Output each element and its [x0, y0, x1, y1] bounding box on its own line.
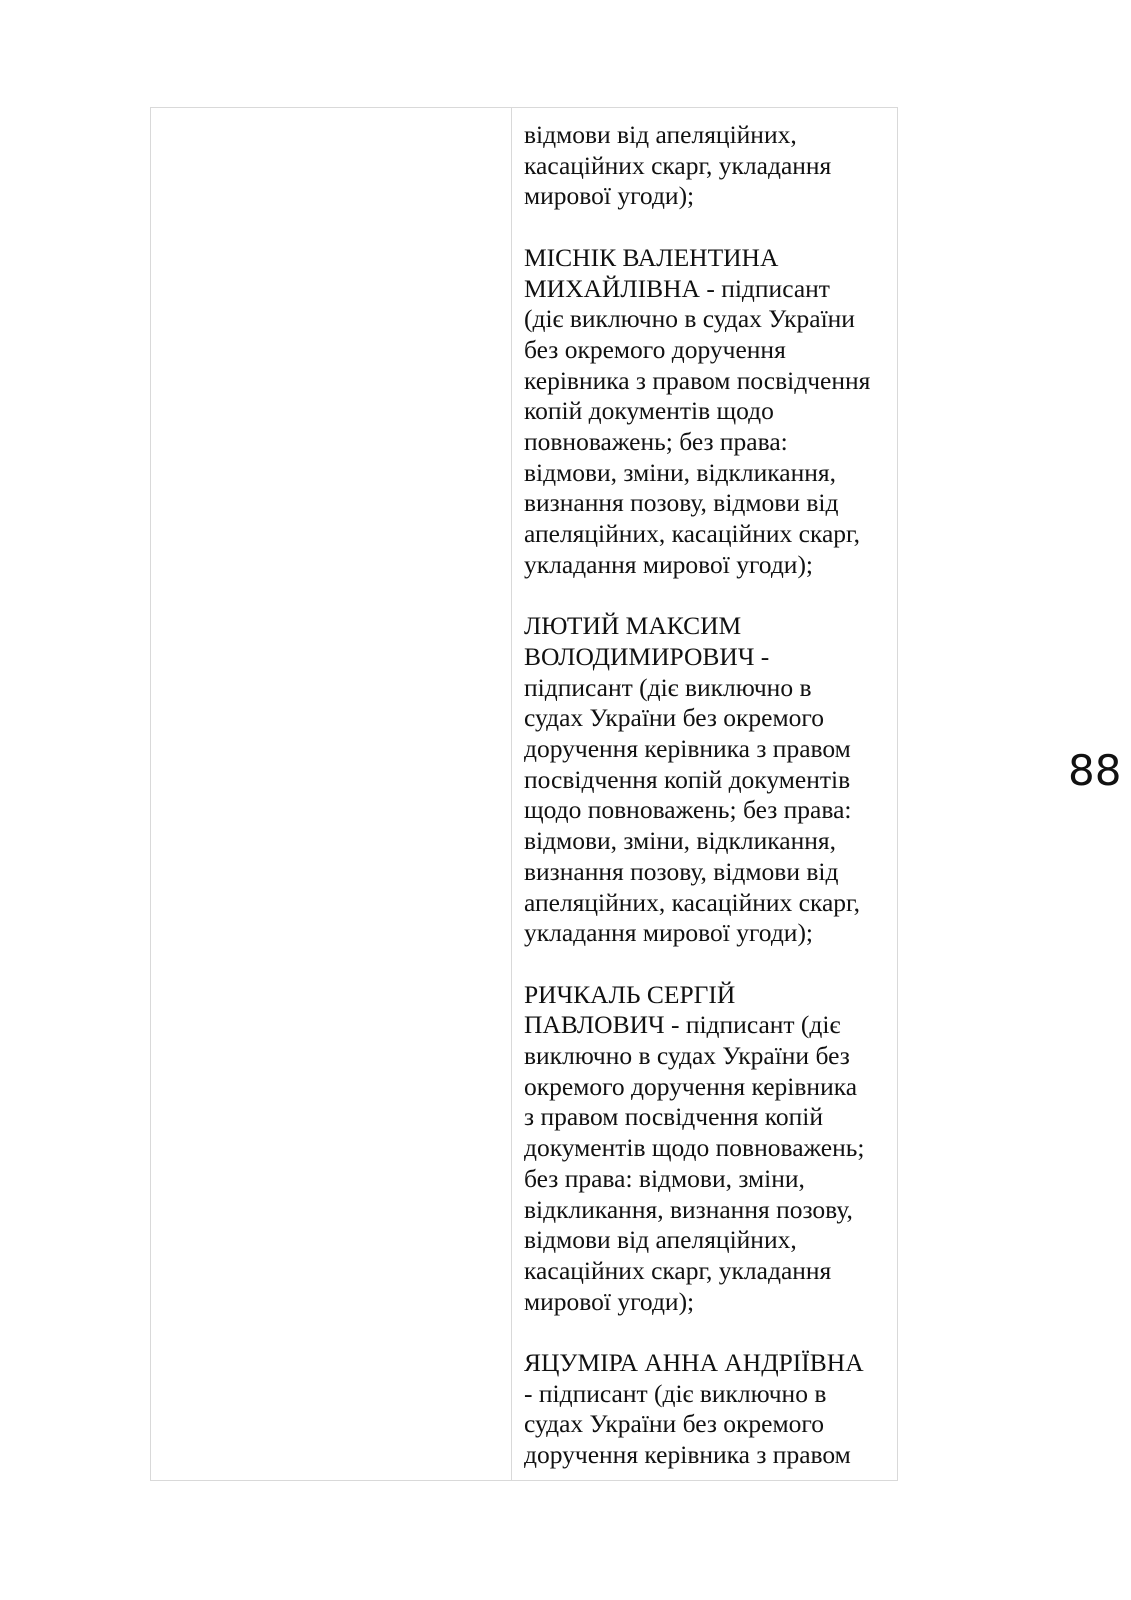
page-number: 88: [1068, 746, 1122, 795]
paragraph-yatsumira: ЯЦУМІРА АННА АНДРІЇВНА - підписант (діє виключно в судах України без окремого доручення керівника з правом: [524, 1348, 864, 1470]
signatories-table: [150, 107, 898, 1481]
paragraph-continuation: відмови від апеляційних, касаційних скарг, укладання мирової угоди);: [524, 120, 832, 211]
paragraph-rychkal: РИЧКАЛЬ СЕРГІЙ ПАВЛОВИЧ - підписант (діє виключно в судах України без окремого доручення керівника з правом посвідчення копій документів щодо повноважень; без права: відмови, зміни, відкликання, визнання позову, відмови від апеляційних, касаційних скарг, укладання мирової угоди);: [524, 979, 865, 1316]
paragraph-liutyi: ЛЮТИЙ МАКСИМ ВОЛОДИМИРОВИЧ - підписант (діє виключно в судах України без окремого доручення керівника з правом посвідчення копій документів щодо повноважень; без права: відмови, зміни, відкликання, визнання позову, відмови від апеляційних, касаційних скарг, укладання мирової угоди);: [524, 611, 860, 948]
table-left-cell: [151, 108, 512, 1480]
table-right-cell: [512, 108, 897, 1480]
paragraph-misnik: МІСНІК ВАЛЕНТИНА МИХАЙЛІВНА - підписант (діє виключно в судах України без окремого доручення керівника з правом посвідчення копій документів щодо повноважень; без права: відмови, зміни, відкликання, визнання позову, відмови від апеляційних, касаційних скарг, укладання мирової угоди);: [524, 242, 871, 579]
